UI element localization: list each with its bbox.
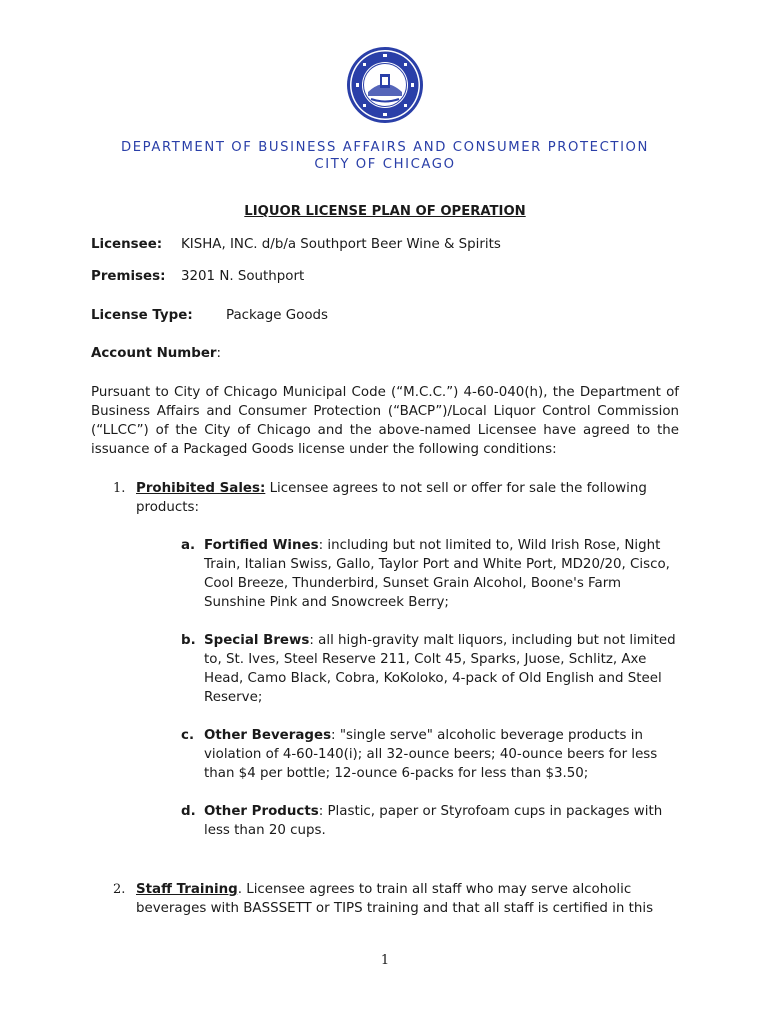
- subitem-label: a.: [181, 538, 196, 553]
- premises-row: [91, 269, 305, 284]
- licensee-label: Licensee:: [91, 237, 163, 252]
- license-type-row: [91, 308, 328, 323]
- subitem-heading: Fortified Wines: [204, 538, 319, 553]
- subitem-text: : including but not limited to, Wild Irish Rose, Night Train, Italian Swiss, Gallo, Taylor Port and White Port, MD20/20, Cisco, Cool Breeze, Thunderbird, Sunset Grain Alcohol, Boone's Farm Sunshine Pink and Snowcreek Berry;: [204, 538, 670, 610]
- subitem-text: : all high-gravity malt liquors, including but not limited to, St. Ives, Steel Reserve 211, Colt 45, Sparks, Juose, Schlitz, Axe Head, Camo Black, Cobra, KoKoloko, 4-pack of Old English and Steel Reserve;: [204, 633, 676, 705]
- subitem-label: b.: [181, 633, 196, 648]
- licensee-row: [91, 237, 501, 252]
- list-item-fortified-wines: [181, 536, 681, 612]
- list-item-special-brews: [181, 631, 681, 707]
- license-type-label: License Type:: [91, 308, 193, 323]
- item-text: . Licensee agrees to train all staff who may serve alcoholic beverages with BASSSETT or TIPS training and that all staff is certified in this: [136, 882, 654, 916]
- premises-label: Premises:: [91, 269, 166, 284]
- page-number: 1: [380, 953, 390, 968]
- licensee-value: KISHA, INC. d/b/a Southport Beer Wine & Spirits: [181, 237, 501, 252]
- license-type-value: Package Goods: [226, 308, 328, 323]
- list-item-other-beverages: [181, 726, 681, 783]
- item-number: 2.: [113, 882, 126, 897]
- list-item-other-products: [181, 802, 681, 840]
- intro-paragraph: Pursuant to City of Chicago Municipal Code (“M.C.C.”) 4-60-040(h), the Department of Business Affairs and Consumer Protection (“BACP”)/Local Liquor Control Commission (“LLCC”) of the City of Chicago and the above-named Licensee have agreed to the issuance of a Packaged Goods license under the following conditions:: [91, 385, 679, 457]
- account-number-label: Account Number: [91, 346, 217, 361]
- item-text: Licensee agrees to not sell or offer for sale the following products:: [136, 481, 647, 515]
- subitem-heading: Other Products: [204, 804, 319, 819]
- subitem-label: d.: [181, 804, 196, 819]
- subitem-heading: Special Brews: [204, 633, 310, 648]
- account-number-colon: :: [216, 346, 222, 361]
- account-number-row: [91, 346, 221, 361]
- subitem-text: : "single serve" alcoholic beverage products in violation of 4-60-140(i); all 32-ounce beers; 40-ounce beers for less than $4 per bottle; 12-ounce 6-packs for less than $3.50;: [204, 728, 658, 781]
- document-title: LIQUOR LICENSE PLAN OF OPERATION: [244, 204, 526, 219]
- subitem-label: c.: [181, 728, 195, 743]
- subitem-heading: Other Beverages: [204, 728, 332, 743]
- premises-value: 3201 N. Southport: [181, 269, 305, 284]
- item-number: 1.: [113, 481, 126, 496]
- list-item-staff-training: [136, 880, 681, 918]
- item-heading: Staff Training: [136, 882, 238, 897]
- department-name: DEPARTMENT OF BUSINESS AFFAIRS AND CONSUMER PROTECTION: [120, 140, 650, 155]
- item-heading: Prohibited Sales:: [136, 481, 266, 496]
- list-item-prohibited-sales: [136, 479, 681, 517]
- subitem-text: : Plastic, paper or Styrofoam cups in packages with less than 20 cups.: [204, 804, 663, 838]
- city-of-chicago-seal: [346, 46, 424, 124]
- city-name: CITY OF CHICAGO: [314, 157, 456, 172]
